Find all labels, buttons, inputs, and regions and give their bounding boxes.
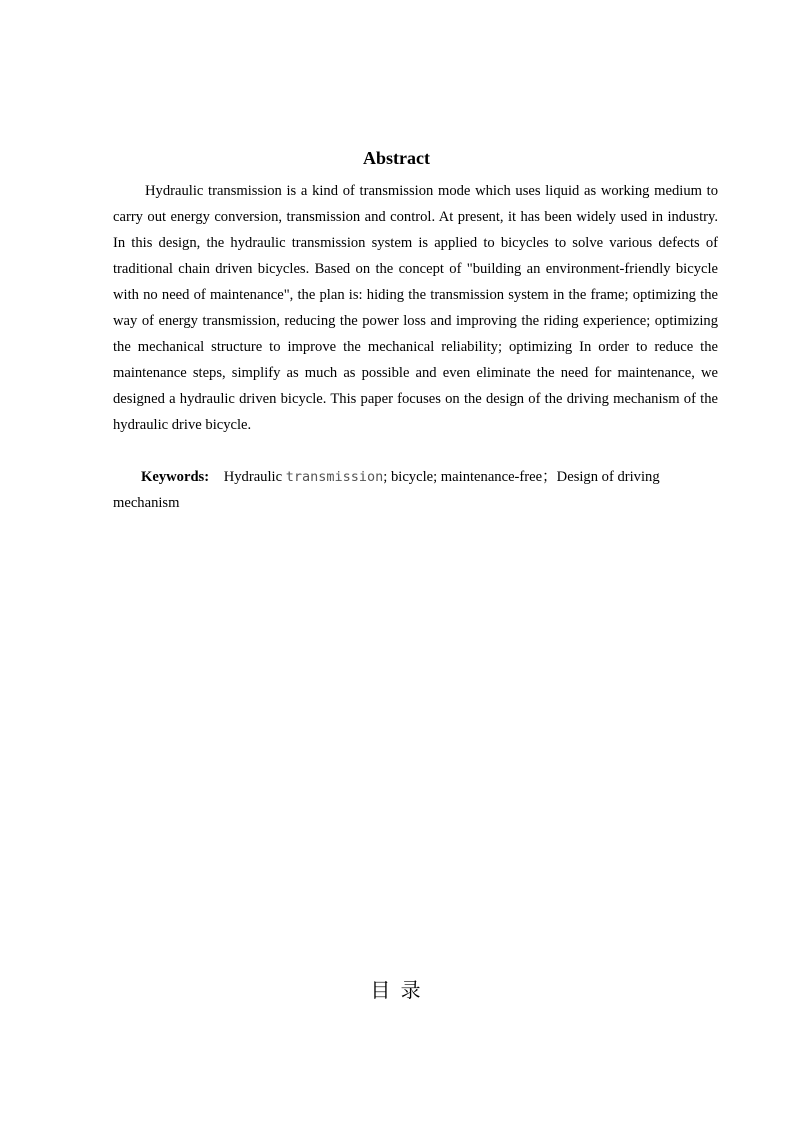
keywords-text-1: Hydraulic [223,469,286,485]
abstract-body: Hydraulic transmission is a kind of transmission mode which uses liquid as working medium to carry out energy conversion, transmission and control. At present, it has been widely used in industry. In this design, the hydraulic transmission system is applied to bicycles to solve various defects of traditional chain driven bicycles. Based on the concept of "building an environment-friendly bicycle with no need of maintenance", the plan is: hiding the transmission system in the frame; optimizing the way of energy transmission, reducing the power loss and improving the riding experience; optimizing the mechanical structure to improve the mechanical reliability; optimizing In order to reduce the maintenance steps, simplify as much as possible and even eliminate the need for maintenance, we designed a hydraulic driven bicycle. This paper focuses on the design of the driving mechanism of the hydraulic drive bicycle. [113,183,718,433]
keywords-label: Keywords: [141,469,210,485]
toc-title: 目 录 [370,978,423,1002]
keywords-line [113,464,718,516]
keywords-text-3: ; bicycle; maintenance-free；Design of driving mechanism [113,469,660,511]
abstract-title: Abstract [363,148,430,168]
keywords-text-2: transmission [285,469,384,485]
